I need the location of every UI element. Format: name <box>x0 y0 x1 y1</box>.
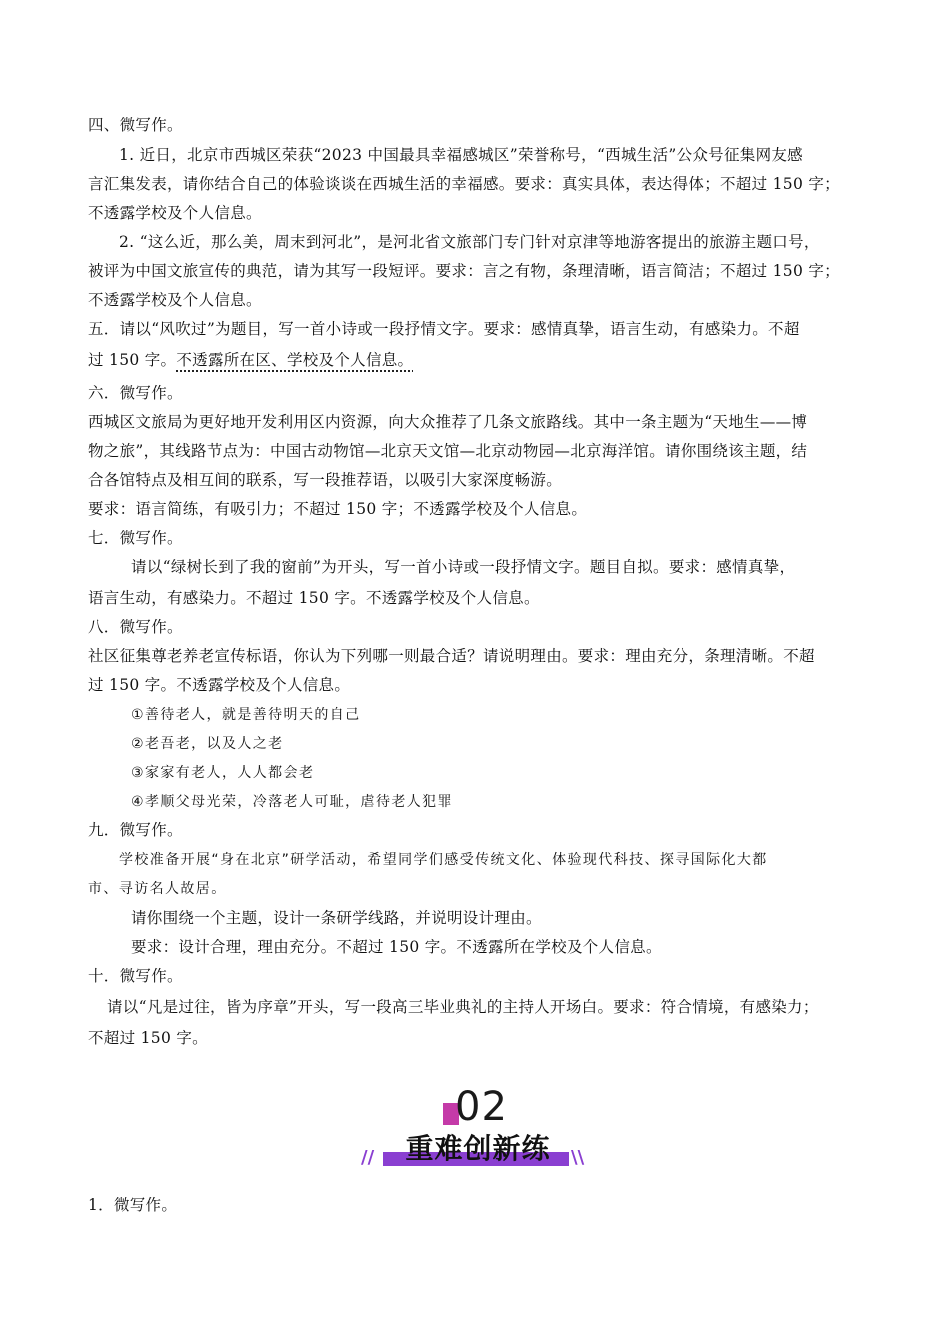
paragraph-line: 1. 近日，北京市西城区荣获“2023 中国最具幸福感城区”荣誉称号，“西城生活”公众号征集网友感 <box>119 146 803 164</box>
paragraph-line: 言汇集发表，请你结合自己的体验谈谈在西城生活的幸福感。要求：真实具体，表达得体；不超过 150 字； <box>88 175 840 193</box>
paragraph-line: 过 150 字。不透露学校及个人信息。 <box>88 676 351 694</box>
paragraph-line: 学校准备开展“身在北京”研学活动，希望同学们感受传统文化、体验现代科技、探寻国际化大都 <box>119 852 768 868</box>
slogan-option: ①善待老人，就是善待明天的自己 <box>131 707 361 723</box>
paragraph-line: 请你围绕一个主题，设计一条研学线路，并说明设计理由。 <box>131 909 542 927</box>
paragraph-line: 2. “这么近，那么美，周末到河北”，是河北省文旅部门专门针对京津等地游客提出的旅游主题口号， <box>119 233 820 251</box>
emphasis-text: 不透露所在区、学校及个人信息。 <box>176 351 414 369</box>
paragraph-line: 被评为中国文旅宣传的典范，请为其写一段短评。要求：言之有物，条理清晰，语言简洁；不超过 150 字； <box>88 262 840 280</box>
paragraph-line: 市、寻访名人故居。 <box>88 881 227 897</box>
heading-10: 十．微写作。 <box>88 967 183 985</box>
paragraph-line: 社区征集尊老养老宣传标语，你认为下列哪一则最合适？请说明理由。要求：理由充分，条理清晰。不超 <box>88 647 815 665</box>
section-title: 重难创新练 <box>405 1132 551 1165</box>
paragraph-line <box>88 350 413 370</box>
heading-4: 四、微写作。 <box>88 116 183 134</box>
paragraph-line: 请以“凡是过往，皆为序章”开头，写一段高三毕业典礼的主持人开场白。要求：符合情境，有感染力； <box>107 998 819 1016</box>
heading-6: 六．微写作。 <box>88 384 183 402</box>
section-number: 02 <box>455 1084 508 1130</box>
paragraph-line: 合各馆特点及相互间的联系，写一段推荐语，以吸引大家深度畅游。 <box>88 471 563 489</box>
paragraph-line: 不透露学校及个人信息。 <box>88 204 262 222</box>
text-segment: 过 150 字。 <box>88 351 177 369</box>
heading-5: 五．请以“风吹过”为题目，写一首小诗或一段抒情文字。要求：感情真挚，语言生动，有感染力。不超 <box>88 320 800 338</box>
section-header <box>355 1085 595 1175</box>
paragraph-line: 西城区文旅局为更好地开发利用区内资源，向大众推荐了几条文旅路线。其中一条主题为“天地生——博 <box>88 413 808 431</box>
heading-8: 八．微写作。 <box>88 618 183 636</box>
paragraph-line: 语言生动，有感染力。不超过 150 字。不透露学校及个人信息。 <box>88 589 540 607</box>
paragraph-line: 不透露学校及个人信息。 <box>88 291 262 309</box>
paragraph-line: 不超过 150 字。 <box>88 1029 208 1047</box>
requirement-line: 要求：语言简练，有吸引力；不超过 150 字；不透露学校及个人信息。 <box>88 500 588 518</box>
paragraph-line: 物之旅”，其线路节点为：中国古动物馆—北京天文馆—北京动物园—北京海洋馆。请你围绕该主题，结 <box>88 442 808 460</box>
slogan-option: ③家家有老人，人人都会老 <box>131 765 315 781</box>
heading-7: 七．微写作。 <box>88 529 183 547</box>
slogan-option: ②老吾老，以及人之老 <box>131 736 284 752</box>
heading-9: 九．微写作。 <box>88 821 183 839</box>
left-slash-decoration: // <box>361 1147 375 1168</box>
slogan-option: ④孝顺父母光荣，冷落老人可耻，虐待老人犯罪 <box>131 794 453 810</box>
right-slash-decoration: \\ <box>571 1147 585 1168</box>
paragraph-line: 请以“绿树长到了我的窗前”为开头，写一首小诗或一段抒情文字。题目自拟。要求：感情真挚， <box>131 558 796 576</box>
requirement-line: 要求：设计合理，理由充分。不超过 150 字。不透露所在学校及个人信息。 <box>131 938 662 956</box>
question-item: 1．微写作。 <box>88 1196 178 1214</box>
